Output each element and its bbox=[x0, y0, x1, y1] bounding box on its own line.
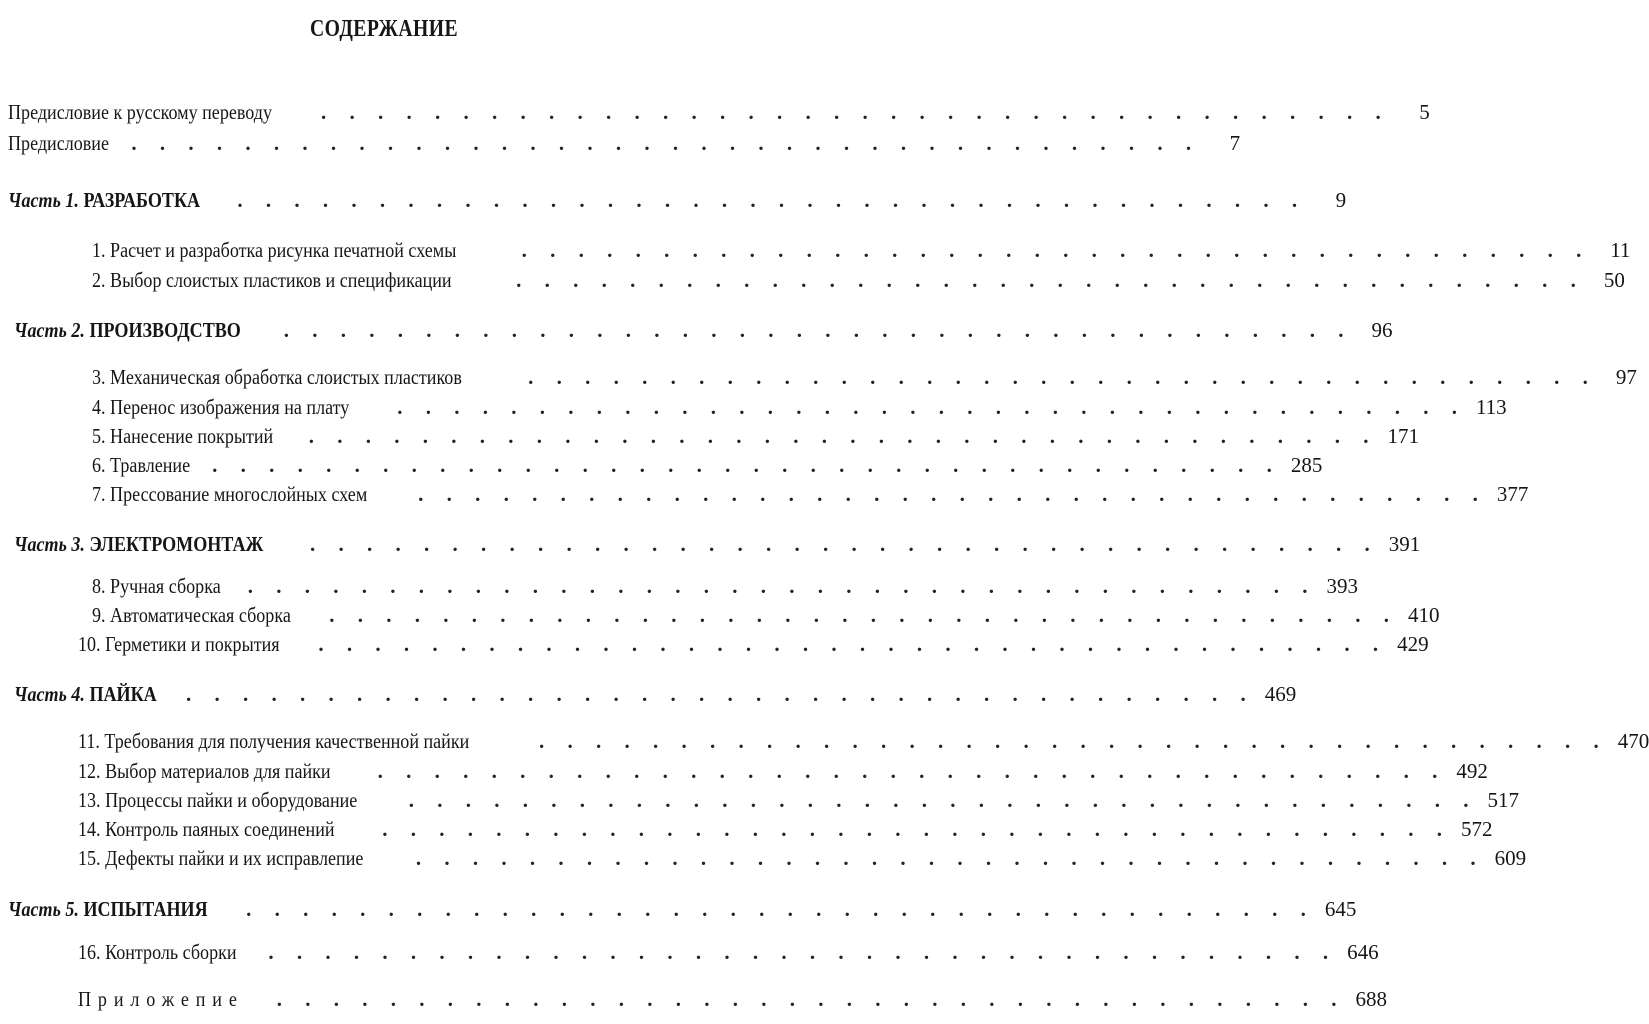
chapter-heading bbox=[78, 786, 357, 814]
part-label: Часть 3. bbox=[14, 532, 85, 556]
dot-leader: . . . . . . . . . . . . . . . . . . . . . . . . . . . . . . . . . . . . . . bbox=[397, 395, 1466, 419]
page-number: 9 bbox=[1335, 188, 1347, 212]
page-number: 391 bbox=[1388, 532, 1421, 556]
chapter-heading bbox=[92, 422, 273, 450]
toc-chapter-2 bbox=[92, 266, 1625, 294]
page-number: 492 bbox=[1456, 759, 1488, 783]
chapter-label: Ручная сборка bbox=[110, 574, 221, 598]
chapter-label: Расчет и разработка рисунка печатной схемы bbox=[110, 238, 457, 262]
toc-chapter-7 bbox=[92, 480, 1529, 508]
toc-chapter-14 bbox=[78, 815, 1493, 843]
chapter-heading bbox=[92, 572, 221, 600]
page-number: 113 bbox=[1475, 395, 1507, 419]
part-label: Часть 4. bbox=[14, 682, 85, 706]
chapter-label: Герметики и покрытия bbox=[105, 632, 280, 656]
part-label: Часть 2. bbox=[14, 318, 85, 342]
page-number: 646 bbox=[1347, 940, 1379, 964]
dot-leader: . . . . . . . . . . . . . . . . . . . . . . . . . . . . . . . . . . . . . . bbox=[538, 729, 1608, 753]
dot-leader: . . . . . . . . . . . . . . . . . . . . . . . . . . . . . . . . . . . . . . bbox=[237, 188, 1307, 212]
dot-leader: . . . . . . . . . . . . . . . . . . . . . . . . . . . . . . . . . . . . . . bbox=[320, 100, 1390, 124]
chapter-number: 9. bbox=[92, 603, 106, 627]
toc-chapter-6 bbox=[92, 451, 1323, 479]
dot-leader: . . . . . . . . . . . . . . . . . . . . . . . . . . . . . . . . . . . . . . bbox=[377, 759, 1447, 783]
toc-chapter-3 bbox=[92, 363, 1637, 391]
chapter-heading bbox=[92, 601, 291, 629]
dot-leader: . . . . . . . . . . . . . . . . . . . . . . . . . . . . . . . . . . . . . . bbox=[308, 424, 1378, 448]
toc-chapter-13 bbox=[78, 786, 1520, 814]
page-number: 377 bbox=[1496, 482, 1529, 506]
chapter-number: 13. bbox=[78, 788, 101, 812]
chapter-number: 5. bbox=[92, 424, 106, 448]
chapter-heading bbox=[78, 815, 335, 843]
page-number: 517 bbox=[1487, 788, 1520, 812]
chapter-label: Выбор слоистых пластиков и спецификации bbox=[110, 268, 452, 292]
toc-chapter-4 bbox=[92, 393, 1507, 421]
entry-label: Предисловие bbox=[8, 131, 109, 155]
chapter-label: Перенос изображения на плату bbox=[110, 395, 350, 419]
page-number: 96 bbox=[1371, 318, 1393, 342]
chapter-number: 7. bbox=[92, 482, 106, 506]
toc-chapter-5 bbox=[92, 422, 1419, 450]
toc-chapter-12 bbox=[78, 757, 1488, 785]
part-title: ПРОИЗВОДСТВО bbox=[89, 318, 241, 342]
page-number: 645 bbox=[1324, 897, 1357, 921]
toc-chapter-15 bbox=[78, 844, 1527, 872]
chapter-number: 6. bbox=[92, 453, 106, 477]
part-label: Часть 5. bbox=[8, 897, 79, 921]
dot-leader: . . . . . . . . . . . . . . . . . . . . . . . . . . . . . . . . . . . . . . bbox=[418, 482, 1487, 506]
part-heading bbox=[14, 316, 241, 344]
page-number: 393 bbox=[1326, 574, 1358, 598]
dot-leader: . . . . . . . . . . . . . . . . . . . . . . . . . . . . . . . . . . . . . . bbox=[382, 817, 1452, 841]
dot-leader: . . . . . . . . . . . . . . . . . . . . . . . . . . . . . . . . . . . . . . bbox=[521, 238, 1591, 262]
toc-part-2 bbox=[14, 316, 1393, 344]
part-title: ПАЙКА bbox=[89, 682, 157, 706]
page-number: 11 bbox=[1610, 238, 1631, 262]
toc-chapter-10 bbox=[78, 630, 1429, 658]
toc-appendix bbox=[78, 985, 1387, 1013]
dot-leader: . . . . . . . . . . . . . . . . . . . . . . . . . . . . . . . . . . . . . . bbox=[309, 532, 1379, 556]
page-title: СОДЕРЖАНИЕ bbox=[309, 16, 459, 42]
toc-chapter-11 bbox=[78, 727, 1649, 755]
part-label: Часть 1. bbox=[8, 188, 79, 212]
chapter-label: Требования для получения качественной пайки bbox=[104, 729, 470, 753]
toc-part-3 bbox=[14, 530, 1421, 558]
dot-leader: . . . . . . . . . . . . . . . . . . . . . . . . . . . . . . . . . . . . . . bbox=[212, 453, 1281, 477]
toc-chapter-16 bbox=[78, 938, 1379, 966]
toc-part-1 bbox=[8, 186, 1347, 214]
page-number: 429 bbox=[1397, 632, 1429, 656]
chapter-label: Прессование многослойных схем bbox=[110, 482, 368, 506]
dot-leader: . . . . . . . . . . . . . . . . . . . . . . . . . . . . . . . . . . . . . . bbox=[516, 268, 1585, 292]
chapter-label: Нанесение покрытий bbox=[110, 424, 274, 448]
dot-leader: . . . . . . . . . . . . . . . . . . . . . . . . . . . . . . . . . . . . . . bbox=[318, 632, 1388, 656]
chapter-label: Травление bbox=[110, 453, 191, 477]
toc-chapter-9 bbox=[92, 601, 1440, 629]
part-heading bbox=[14, 530, 263, 558]
dot-leader: . . . . . . . . . . . . . . . . . . . . . . . . . . . . . . . . . . . . . . bbox=[185, 682, 1255, 706]
chapter-label: Контроль сборки bbox=[105, 940, 237, 964]
chapter-label: Механическая обработка слоистых пластиков bbox=[110, 365, 462, 389]
dot-leader: . . . . . . . . . . . . . . . . . . . . . . . . . . . . . . . . . . . . . . bbox=[329, 603, 1398, 627]
chapter-label: Выбор материалов для пайки bbox=[105, 759, 331, 783]
chapter-heading bbox=[92, 363, 462, 391]
chapter-label: Дефекты пайки и их исправлепие bbox=[105, 846, 364, 870]
page-number: 470 bbox=[1617, 729, 1649, 753]
chapter-label: Процессы пайки и оборудование bbox=[105, 788, 358, 812]
appendix-label: Приложепие bbox=[78, 987, 244, 1011]
page-number: 572 bbox=[1461, 817, 1493, 841]
chapter-heading bbox=[92, 393, 349, 421]
chapter-number: 15. bbox=[78, 846, 101, 870]
dot-leader: . . . . . . . . . . . . . . . . . . . . . . . . . . . . . . . . . . . . . . bbox=[247, 574, 1317, 598]
page-number: 50 bbox=[1603, 268, 1625, 292]
chapter-number: 11. bbox=[78, 729, 100, 753]
chapter-number: 1. bbox=[92, 238, 106, 262]
page-number: 609 bbox=[1494, 846, 1527, 870]
chapter-heading bbox=[92, 480, 367, 508]
chapter-heading bbox=[78, 938, 237, 966]
chapter-heading bbox=[78, 630, 280, 658]
page-number: 688 bbox=[1355, 987, 1387, 1011]
dot-leader: . . . . . . . . . . . . . . . . . . . . . . . . . . . . . . . . . . . . . . bbox=[131, 131, 1201, 155]
chapter-number: 3. bbox=[92, 365, 106, 389]
chapter-number: 16. bbox=[78, 940, 101, 964]
page-number: 469 bbox=[1264, 682, 1297, 706]
chapter-number: 14. bbox=[78, 817, 101, 841]
chapter-heading bbox=[92, 236, 456, 264]
chapter-number: 12. bbox=[78, 759, 101, 783]
dot-leader: . . . . . . . . . . . . . . . . . . . . . . . . . . . . . . . . . . . . . . bbox=[268, 940, 1338, 964]
page-number: 285 bbox=[1290, 453, 1323, 477]
page-number: 7 bbox=[1229, 131, 1241, 155]
chapter-label: Автоматическая сборка bbox=[110, 603, 291, 627]
dot-leader: . . . . . . . . . . . . . . . . . . . . . . . . . . . . . . . . . . . . . . bbox=[246, 897, 1315, 921]
part-heading bbox=[8, 895, 208, 923]
chapter-number: 10. bbox=[78, 632, 101, 656]
chapter-number: 8. bbox=[92, 574, 106, 598]
chapter-heading bbox=[78, 844, 363, 872]
dot-leader: . . . . . . . . . . . . . . . . . . . . . . . . . . . . . . . . . . . . . . bbox=[276, 987, 1346, 1011]
chapter-number: 4. bbox=[92, 395, 106, 419]
page-number: 5 bbox=[1419, 100, 1430, 124]
toc-part-5 bbox=[8, 895, 1357, 923]
part-heading bbox=[8, 186, 200, 214]
chapter-number: 2. bbox=[92, 268, 106, 292]
page-number: 97 bbox=[1615, 365, 1637, 389]
toc-chapter-1 bbox=[92, 236, 1631, 264]
chapter-heading bbox=[92, 451, 190, 479]
chapter-heading bbox=[92, 266, 452, 294]
part-title: ЭЛЕКТРОМОНТАЖ bbox=[89, 532, 264, 556]
part-title: ИСПЫТАНИЯ bbox=[83, 897, 208, 921]
chapter-heading bbox=[78, 757, 331, 785]
entry-label: Предисловие к русскому переводу bbox=[8, 100, 273, 124]
page-number: 171 bbox=[1387, 424, 1419, 448]
part-title: РАЗРАБОТКА bbox=[83, 188, 201, 212]
dot-leader: . . . . . . . . . . . . . . . . . . . . . . . . . . . . . . . . . . . . . . bbox=[528, 365, 1597, 389]
toc-entry-foreword bbox=[8, 129, 1241, 157]
toc-entry-foreword-translation bbox=[8, 98, 1430, 126]
dot-leader: . . . . . . . . . . . . . . . . . . . . . . . . . . . . . . . . . . . . . . bbox=[415, 846, 1485, 870]
page-number: 410 bbox=[1407, 603, 1440, 627]
dot-leader: . . . . . . . . . . . . . . . . . . . . . . . . . . . . . . . . . . . . . . bbox=[283, 318, 1353, 342]
dot-leader: . . . . . . . . . . . . . . . . . . . . . . . . . . . . . . . . . . . . . . bbox=[408, 788, 1478, 812]
toc-part-4 bbox=[14, 680, 1297, 708]
part-heading bbox=[14, 680, 157, 708]
chapter-label: Контроль паяных соединений bbox=[105, 817, 335, 841]
toc-chapter-8 bbox=[92, 572, 1358, 600]
chapter-heading bbox=[78, 727, 469, 755]
